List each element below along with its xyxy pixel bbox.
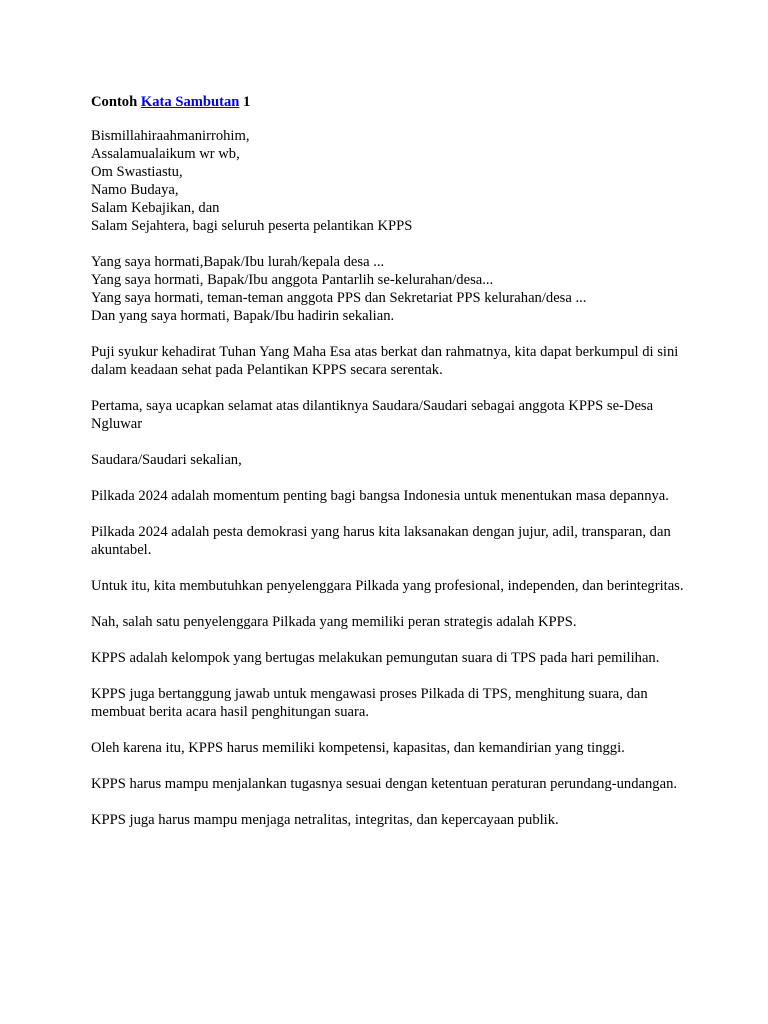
body-paragraph: KPPS harus mampu menjalankan tugasnya sesuai dengan ketentuan peraturan perundang-undangan. [91, 776, 678, 792]
greeting-line: Salam Sejahtera, bagi seluruh peserta pelantikan KPPS [91, 218, 413, 234]
greeting-line: Om Swastiastu, [91, 164, 183, 180]
body-paragraph: Untuk itu, kita membutuhkan penyelenggara Pilkada yang profesional, independen, dan berintegritas. [91, 578, 684, 594]
heading-suffix: 1 [239, 94, 251, 110]
respect-line: Dan yang saya hormati, Bapak/Ibu hadirin sekalian. [91, 308, 395, 324]
greeting-line: Assalamualaikum wr wb, [91, 146, 240, 162]
body-paragraph: KPPS juga harus mampu menjaga netralitas, integritas, dan kepercayaan publik. [91, 812, 559, 828]
body-paragraph: Pilkada 2024 adalah momentum penting bagi bangsa Indonesia untuk menentukan masa depannya. [91, 488, 669, 504]
greeting-line: Namo Budaya, [91, 182, 179, 198]
respects-block [91, 253, 691, 325]
body-paragraph: Saudara/Saudari sekalian, [91, 452, 242, 468]
kata-sambutan-link[interactable]: Kata Sambutan [140, 94, 240, 110]
body-paragraph: Oleh karena itu, KPPS harus memiliki kompetensi, kapasitas, dan kemandirian yang tinggi. [91, 740, 625, 756]
body-paragraph: Pilkada 2024 adalah pesta demokrasi yang harus kita laksanakan dengan jujur, adil, transparan, dan akuntabel. [91, 524, 671, 558]
greeting-line: Bismillahiraahmanirrohim, [91, 128, 250, 144]
respect-line: Yang saya hormati,Bapak/Ibu lurah/kepala desa ... [91, 254, 385, 270]
body-paragraph: KPPS adalah kelompok yang bertugas melakukan pemungutan suara di TPS pada hari pemilihan. [91, 650, 660, 666]
body-paragraph: Nah, salah satu penyelenggara Pilkada yang memiliki peran strategis adalah KPPS. [91, 614, 577, 630]
greetings-block [91, 127, 691, 235]
heading-prefix: Contoh [91, 94, 141, 110]
document-heading [91, 93, 691, 111]
document-page [91, 93, 691, 847]
body-paragraph: Puji syukur kehadirat Tuhan Yang Maha Esa atas berkat dan rahmatnya, kita dapat berkumpul di sini dalam keadaan sehat pada Pelantikan KPPS secara serentak. [91, 344, 679, 378]
respect-line: Yang saya hormati, teman-teman anggota PPS dan Sekretariat PPS kelurahan/desa ... [91, 290, 587, 306]
greeting-line: Salam Kebajikan, dan [91, 200, 220, 216]
body-paragraph: Pertama, saya ucapkan selamat atas dilantiknya Saudara/Saudari sebagai anggota KPPS se-Desa Ngluwar [91, 398, 654, 432]
respect-line: Yang saya hormati, Bapak/Ibu anggota Pantarlih se-kelurahan/desa... [91, 272, 494, 288]
body-paragraph: KPPS juga bertanggung jawab untuk mengawasi proses Pilkada di TPS, menghitung suara, dan membuat berita acara hasil penghitungan suara. [91, 686, 648, 720]
